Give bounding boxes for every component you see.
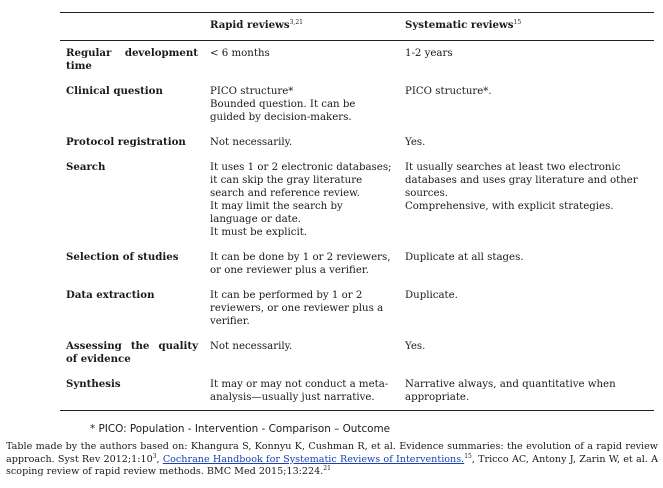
- row-label: Data extraction: [66, 289, 155, 301]
- rapid-cell: [204, 79, 399, 130]
- row-label: Clinical question: [66, 85, 163, 97]
- rapid-cell-line: It may or may not conduct a meta-analysis—usually just narrative.: [210, 379, 389, 403]
- systematic-cell-line: PICO structure*.: [405, 86, 492, 97]
- systematic-cell: [399, 79, 654, 130]
- source-ref-3: 21: [323, 465, 331, 473]
- row-label: Search: [66, 161, 106, 173]
- rapid-cell-line: Not necessarily.: [210, 137, 293, 148]
- systematic-cell: [399, 130, 654, 155]
- source-text-2: , Tricco AC, Antony J, Zarin W, et al. A scoping review of rapid review methods. BMC Med 2015;13:224.: [6, 453, 658, 478]
- header-systematic-ref: 15: [513, 19, 522, 26]
- table-body: [60, 41, 654, 411]
- table-row: [60, 334, 654, 372]
- rapid-cell-line: It can be done by 1 or 2 reviewers, or one reviewer plus a verifier.: [210, 252, 391, 276]
- rapid-cell-line: It may limit the search by language or date.: [210, 201, 343, 225]
- source-ref-2: 15: [464, 452, 472, 460]
- systematic-cell: [399, 283, 654, 334]
- table-row: [60, 283, 654, 334]
- rapid-cell-line: Not necessarily.: [210, 341, 293, 352]
- systematic-cell-line: 1-2 years: [405, 48, 453, 59]
- source-note: [6, 441, 658, 479]
- header-rapid-reviews: [204, 13, 399, 41]
- rapid-cell-line: PICO structure*: [210, 86, 294, 97]
- rapid-cell-line: It can be performed by 1 or 2 reviewers, or one reviewer plus a verifier.: [210, 290, 384, 327]
- rapid-cell: [204, 155, 399, 245]
- row-label: Protocol registration: [66, 136, 186, 148]
- rapid-cell: [204, 372, 399, 411]
- rapid-cell: [204, 245, 399, 283]
- systematic-cell: [399, 334, 654, 372]
- systematic-cell-line: Yes.: [405, 341, 426, 352]
- header-rapid-ref: 3,21: [289, 19, 303, 26]
- rapid-cell-line: Bounded question. It can be guided by decision-makers.: [210, 99, 356, 123]
- cochrane-handbook-link[interactable]: Cochrane Handbook for Systematic Reviews of Interventions.: [162, 453, 465, 465]
- systematic-cell-line: It usually searches at least two electronic databases and uses gray literature and other sources.: [405, 162, 638, 199]
- header-systematic-reviews: [399, 13, 654, 41]
- source-text-1: Table made by the authors based on: Khangura S, Konnyu K, Cushman R, et al. Evidence summaries: the evolution of a rapid review approach. Syst Rev 2012;1:10: [6, 441, 658, 465]
- row-label: Assessing the quality of evidence: [66, 340, 198, 365]
- systematic-cell: [399, 155, 654, 245]
- rapid-cell: [204, 130, 399, 155]
- systematic-cell: [399, 245, 654, 283]
- systematic-cell-line: Narrative always, and quantitative when appropriate.: [405, 379, 616, 403]
- row-label: Synthesis: [60, 372, 204, 411]
- rapid-cell: [204, 334, 399, 372]
- table-row: [60, 155, 654, 245]
- row-label: Regular development time: [66, 47, 198, 72]
- rapid-cell: [204, 41, 399, 80]
- source-separator: ,: [156, 453, 163, 465]
- systematic-cell-line: Duplicate at all stages.: [405, 252, 524, 263]
- rapid-cell: [204, 283, 399, 334]
- rapid-cell-line: It must be explicit.: [210, 227, 308, 238]
- row-label: Selection of studies: [66, 251, 179, 263]
- systematic-cell-line: Duplicate.: [405, 290, 458, 301]
- systematic-cell: [399, 41, 654, 80]
- rapid-cell-line: < 6 months: [210, 48, 270, 59]
- systematic-cell: [399, 372, 654, 411]
- table-header-row: [60, 13, 654, 41]
- rapid-cell-line: It uses 1 or 2 electronic databases; it can skip the gray literature search and reference review.: [210, 162, 392, 199]
- header-systematic-label: Systematic reviews: [405, 19, 514, 31]
- systematic-cell-line: Yes.: [405, 137, 426, 148]
- header-rapid-label: Rapid reviews: [210, 19, 290, 31]
- source-ref-1: 3: [152, 452, 157, 460]
- header-empty-cell: [60, 13, 204, 41]
- table-row: [60, 130, 654, 155]
- comparison-table: [60, 12, 654, 411]
- table-row: [60, 41, 654, 80]
- table-footnote: * PICO: Population - Intervention - Comparison – Outcome: [90, 423, 391, 435]
- systematic-cell-line: Comprehensive, with explicit strategies.: [405, 201, 614, 212]
- table-row: [60, 245, 654, 283]
- table-row: [60, 79, 654, 130]
- table-row: [60, 372, 654, 411]
